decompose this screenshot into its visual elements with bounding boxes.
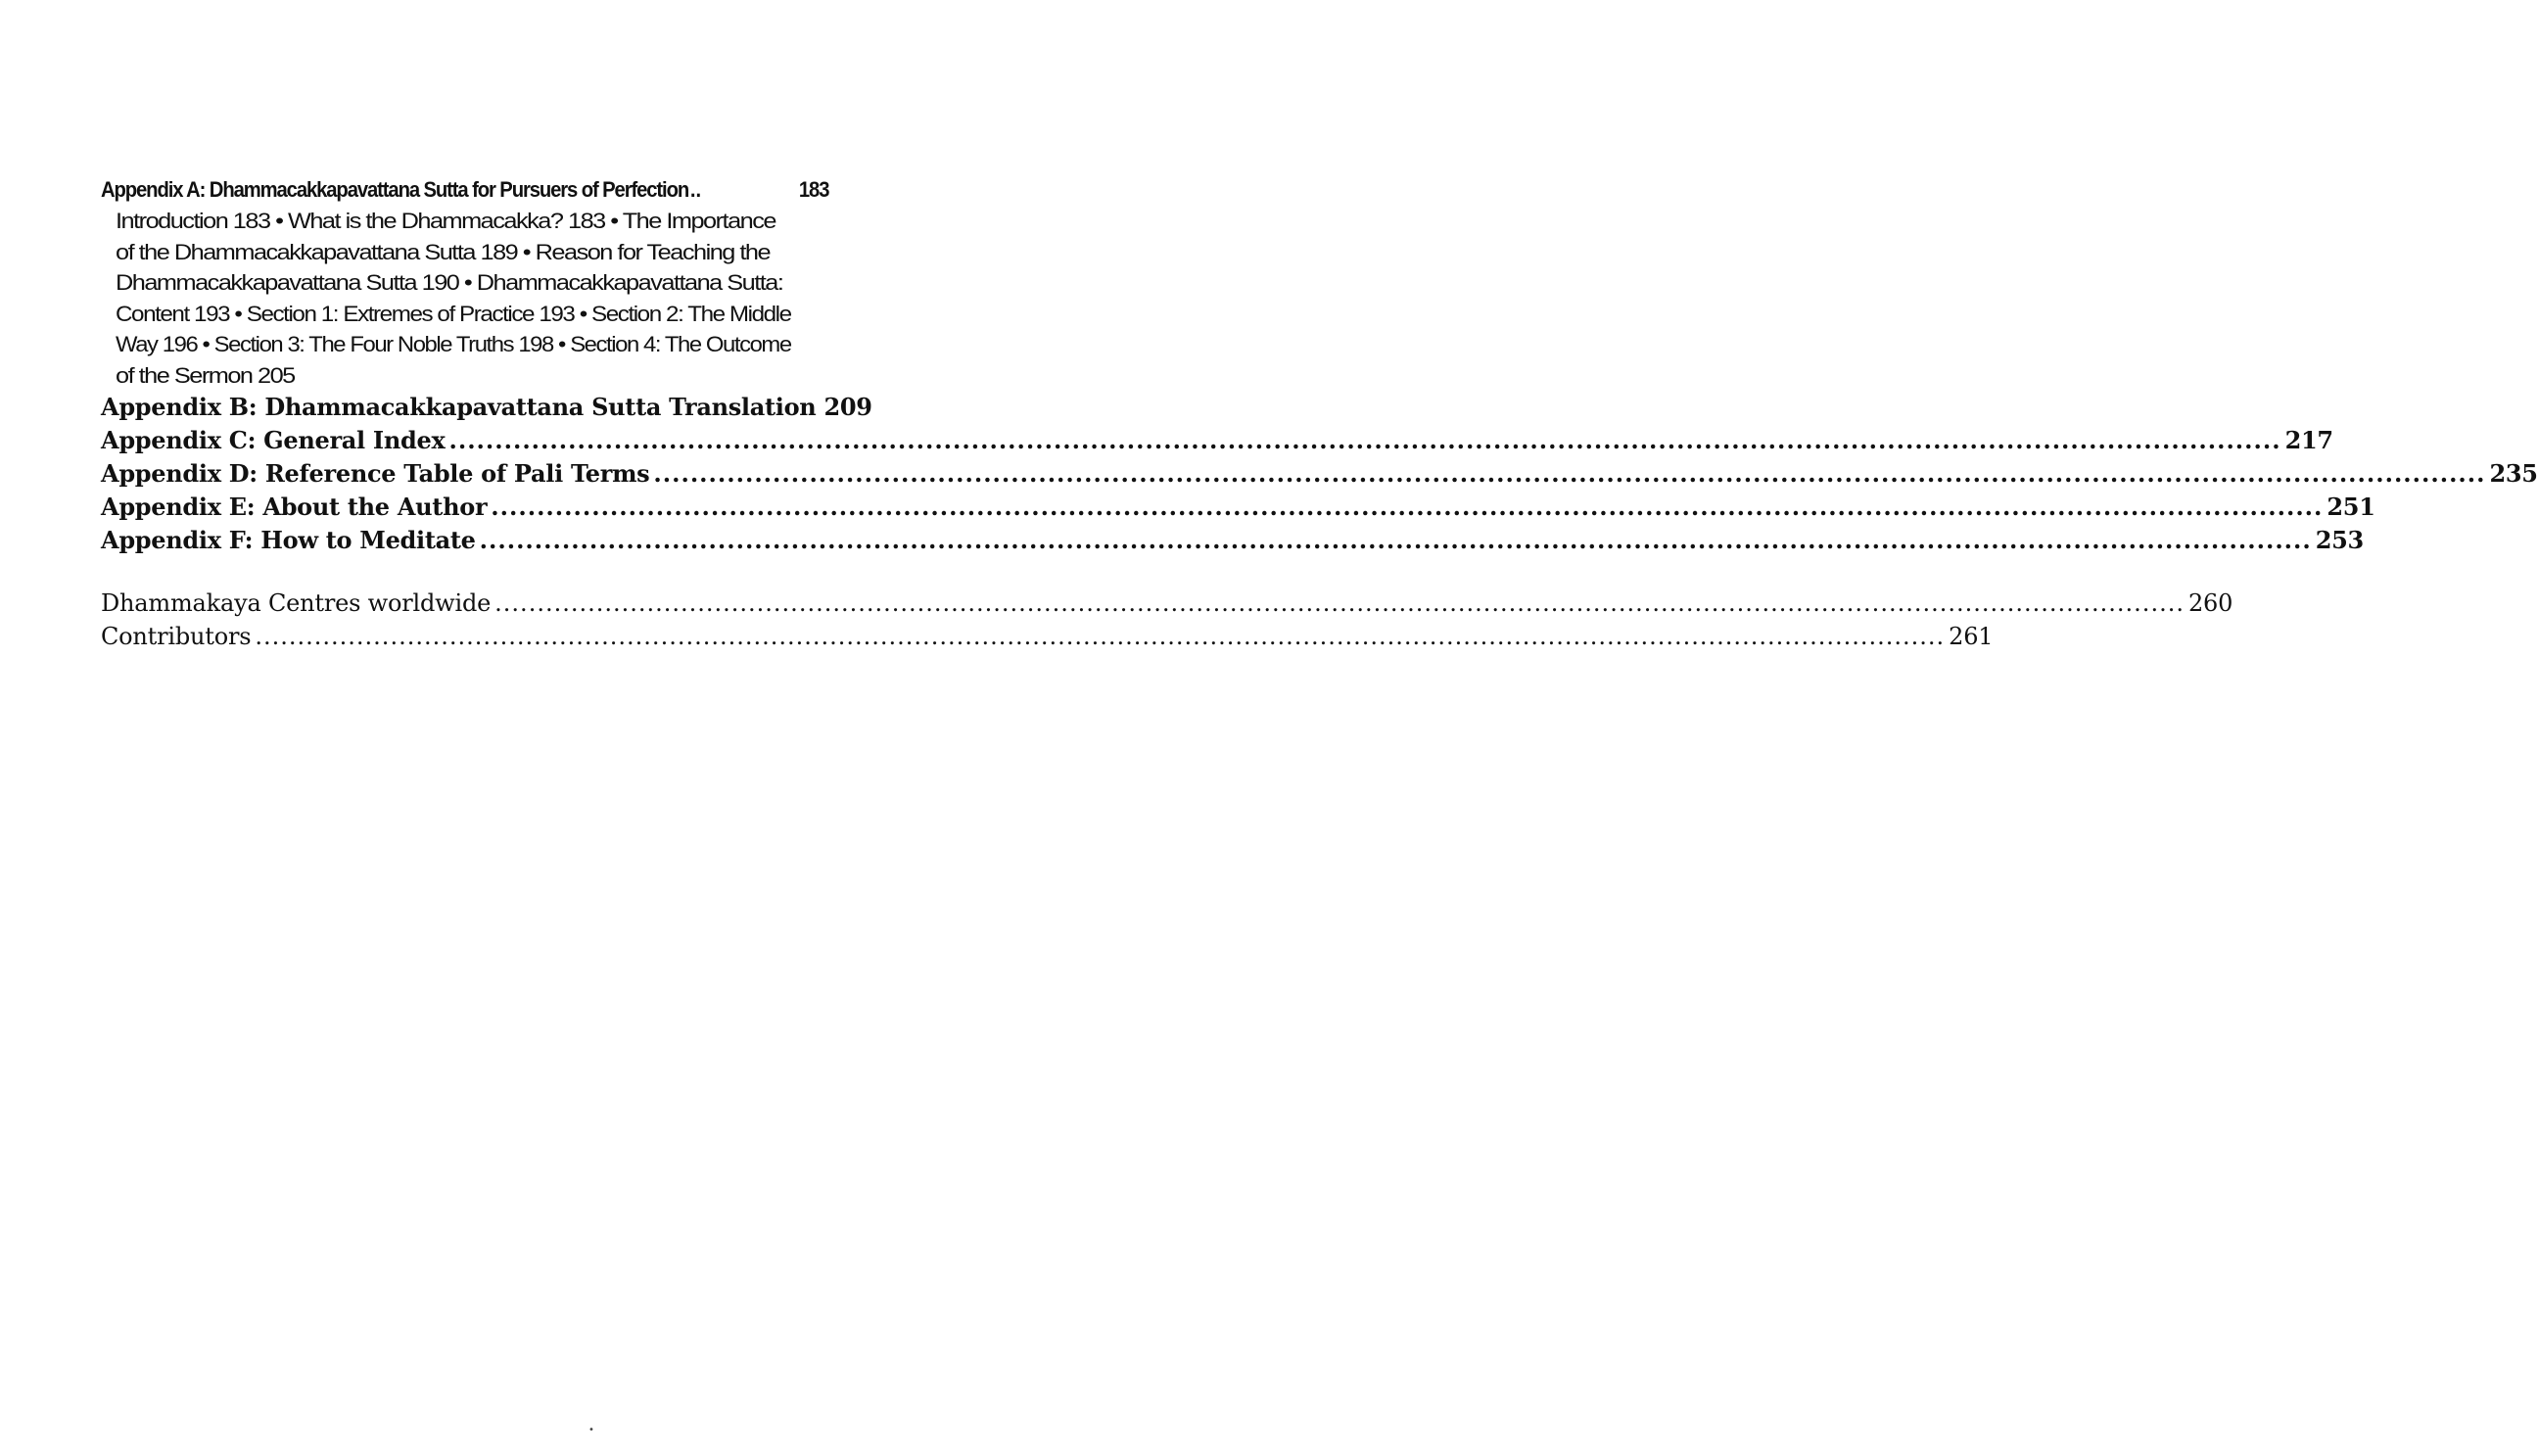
toc-entry-appendix-b[interactable] <box>101 391 872 424</box>
toc-entry-label: Appendix D: Reference Table of Pali Terms <box>101 459 650 488</box>
toc-entry-contributors[interactable] <box>101 620 1994 653</box>
toc-entry-label: Contributors <box>101 623 252 650</box>
toc-page-number: 253 <box>2315 526 2364 554</box>
section-gap <box>101 557 827 587</box>
toc-entry-label: Appendix A: Dhammacakkapavattana Sutta for Pursuers of Perfection <box>101 177 689 202</box>
bottom-mark: • <box>588 1425 594 1435</box>
toc-entry-label: Appendix C: General Index <box>101 426 446 454</box>
toc-page-number: 235 <box>2489 459 2538 488</box>
toc-entry-label: Appendix E: About the Author <box>101 493 488 521</box>
toc-page-number: 260 <box>2187 589 2233 617</box>
subsection-line: of the Sermon 205 <box>116 362 295 388</box>
subsection-line: of the Dhammacakkapavattana Sutta 189 • Reason for Teaching the <box>116 239 771 264</box>
toc-entry-appendix-a[interactable] <box>101 174 828 206</box>
subsection-line: Introduction 183 • What is the Dhammacakka? 183 • The Importance <box>116 209 776 233</box>
dot-leader: ........................................................................................................................................................................................................ <box>448 426 2281 454</box>
table-of-contents <box>101 174 2538 653</box>
toc-entry-appendix-d[interactable] <box>101 457 2538 491</box>
subsection-line: Way 196 • Section 3: The Four Noble Truths 198 • Section 4: The Outcome <box>116 332 791 356</box>
toc-entry-label: Appendix F: How to Meditate <box>101 526 476 554</box>
subsection-line: Dhammacakkapavattana Sutta 190 • Dhammacakkapavattana Sutta: <box>116 270 783 295</box>
toc-page-number: 261 <box>1949 623 1994 650</box>
toc-entry-appendix-f[interactable] <box>101 524 2364 557</box>
toc-entry-appendix-e[interactable] <box>101 491 2375 524</box>
subsection-line: Content 193 • Section 1: Extremes of Practice 193 • Section 2: The Middle <box>116 301 791 326</box>
dot-leader: ........................................................................................................................................................................................................ <box>255 623 1946 650</box>
dot-leader: ........................................................................................................................................................................................................ <box>653 459 2486 488</box>
toc-entry-label: Appendix B: Dhammacakkapavattana Sutta Translation <box>101 393 817 421</box>
dot-leader: ........................................................................................................................................................................................................ <box>479 526 2312 554</box>
toc-page-number: 183 <box>798 177 829 202</box>
dot-leader: .. <box>689 177 702 202</box>
toc-entry-appendix-c[interactable] <box>101 424 2333 457</box>
appendix-a-subsections <box>116 206 791 391</box>
toc-entry-label: Dhammakaya Centres worldwide <box>101 589 492 617</box>
toc-entry-dhammakaya-centres[interactable] <box>101 587 2233 620</box>
dot-leader: ........................................................................................................................................................................................................ <box>494 589 2185 617</box>
toc-page-number: 251 <box>2326 493 2375 521</box>
dot-leader: ........................................................................................................................................................................................................ <box>491 493 2324 521</box>
toc-page-number: 217 <box>2284 426 2333 454</box>
toc-page-number: 209 <box>823 393 872 421</box>
